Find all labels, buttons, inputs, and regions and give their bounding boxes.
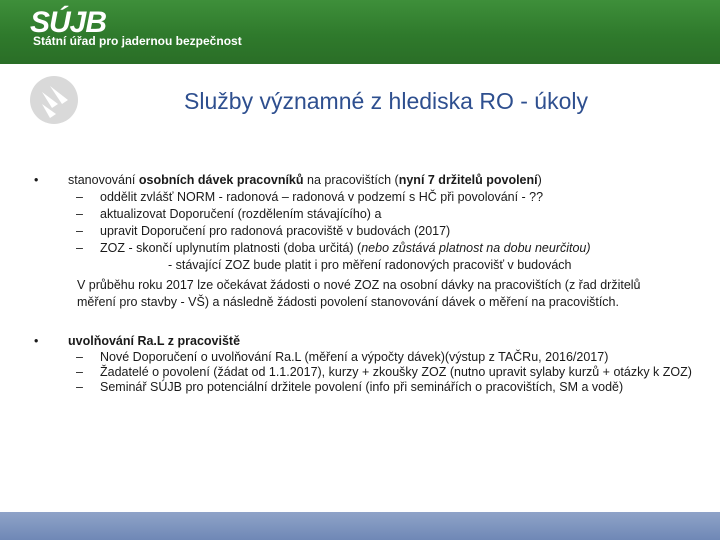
sub-item	[68, 240, 694, 257]
dash-marker: –	[76, 241, 83, 255]
sub-item-text: upravit Doporučení pro radonová pracoviště v budovách (2017)	[100, 224, 451, 238]
sub-item	[68, 365, 694, 380]
sub-item-text: Nové Doporučení o uvolňování Ra.L (měření a výpočty dávek)(výstup z TAČRu, 2016/2017)	[100, 350, 609, 364]
sub-item-text: aktualizovat Doporučení (rozdělením stávajícího) a	[100, 207, 382, 221]
sub-item-text: oddělit zvlášť NORM - radonová – radonová v podzemí s HČ při povolování - ??	[100, 190, 544, 204]
paragraph: V průběhu roku 2017 lze očekávat žádosti o nové ZOZ na osobní dávky na pracovištích (z řad držitelů měření pro stavby - VŠ) a následně žádosti povolení stanovování dávek o měření na pracovištích.	[77, 278, 641, 309]
dash-marker: –	[76, 190, 83, 204]
bullet-uvolnovani	[34, 333, 694, 350]
dash-marker: –	[76, 350, 83, 364]
dash-marker: –	[76, 365, 83, 379]
bullet-text-b: osobních dávek pracovníků	[138, 173, 304, 187]
dash-marker: –	[76, 380, 83, 394]
bullet-text: uvolňování Ra.L z pracoviště	[68, 334, 241, 348]
bullet-marker: •	[34, 173, 39, 187]
sub-item	[68, 189, 694, 206]
sub-sub-item: - stávající ZOZ bude platit i pro měření radonových pracovišť v budovách	[168, 258, 572, 272]
sub-item	[68, 223, 694, 240]
bullet-marker: •	[34, 334, 39, 348]
sub-item-italic-text: nebo zůstává platnost na dobu neurčitou)	[361, 241, 591, 255]
dash-marker: –	[76, 207, 83, 221]
bullet-text-a: stanovování	[68, 173, 139, 187]
sub-item-text: ZOZ - skončí uplynutím platnosti (doba určitá) (	[100, 241, 362, 255]
header-bar	[0, 0, 720, 64]
sub-item	[68, 350, 694, 365]
sub-item	[68, 206, 694, 223]
sub-item-text: Seminář SÚJB pro potenciální držitele povolení (info při seminářích o pracovištích, SM a vodě)	[100, 380, 624, 394]
bullet-text-c: na pracovištích (	[303, 173, 399, 187]
bullet-text-e: )	[537, 173, 542, 187]
slide-content	[34, 172, 694, 395]
dash-marker: –	[76, 224, 83, 238]
sub-item	[68, 380, 694, 395]
bullet-osobni-davky	[34, 172, 694, 189]
footer-bar	[0, 512, 720, 540]
bullet-text-d: nyní 7 držitelů povolení	[398, 173, 538, 187]
sub-item-text: Žadatelé o povolení (žádat od 1.1.2017), kurzy + zkoušky ZOZ (nutno upravit sylaby kurzů + otázky k ZOZ)	[100, 365, 692, 379]
page-title: Služby významné z hlediska RO - úkoly	[184, 88, 588, 114]
sujb-logo: SÚJB	[30, 6, 107, 39]
header-subtitle: Státní úřad pro jadernou bezpečnost	[33, 34, 242, 48]
